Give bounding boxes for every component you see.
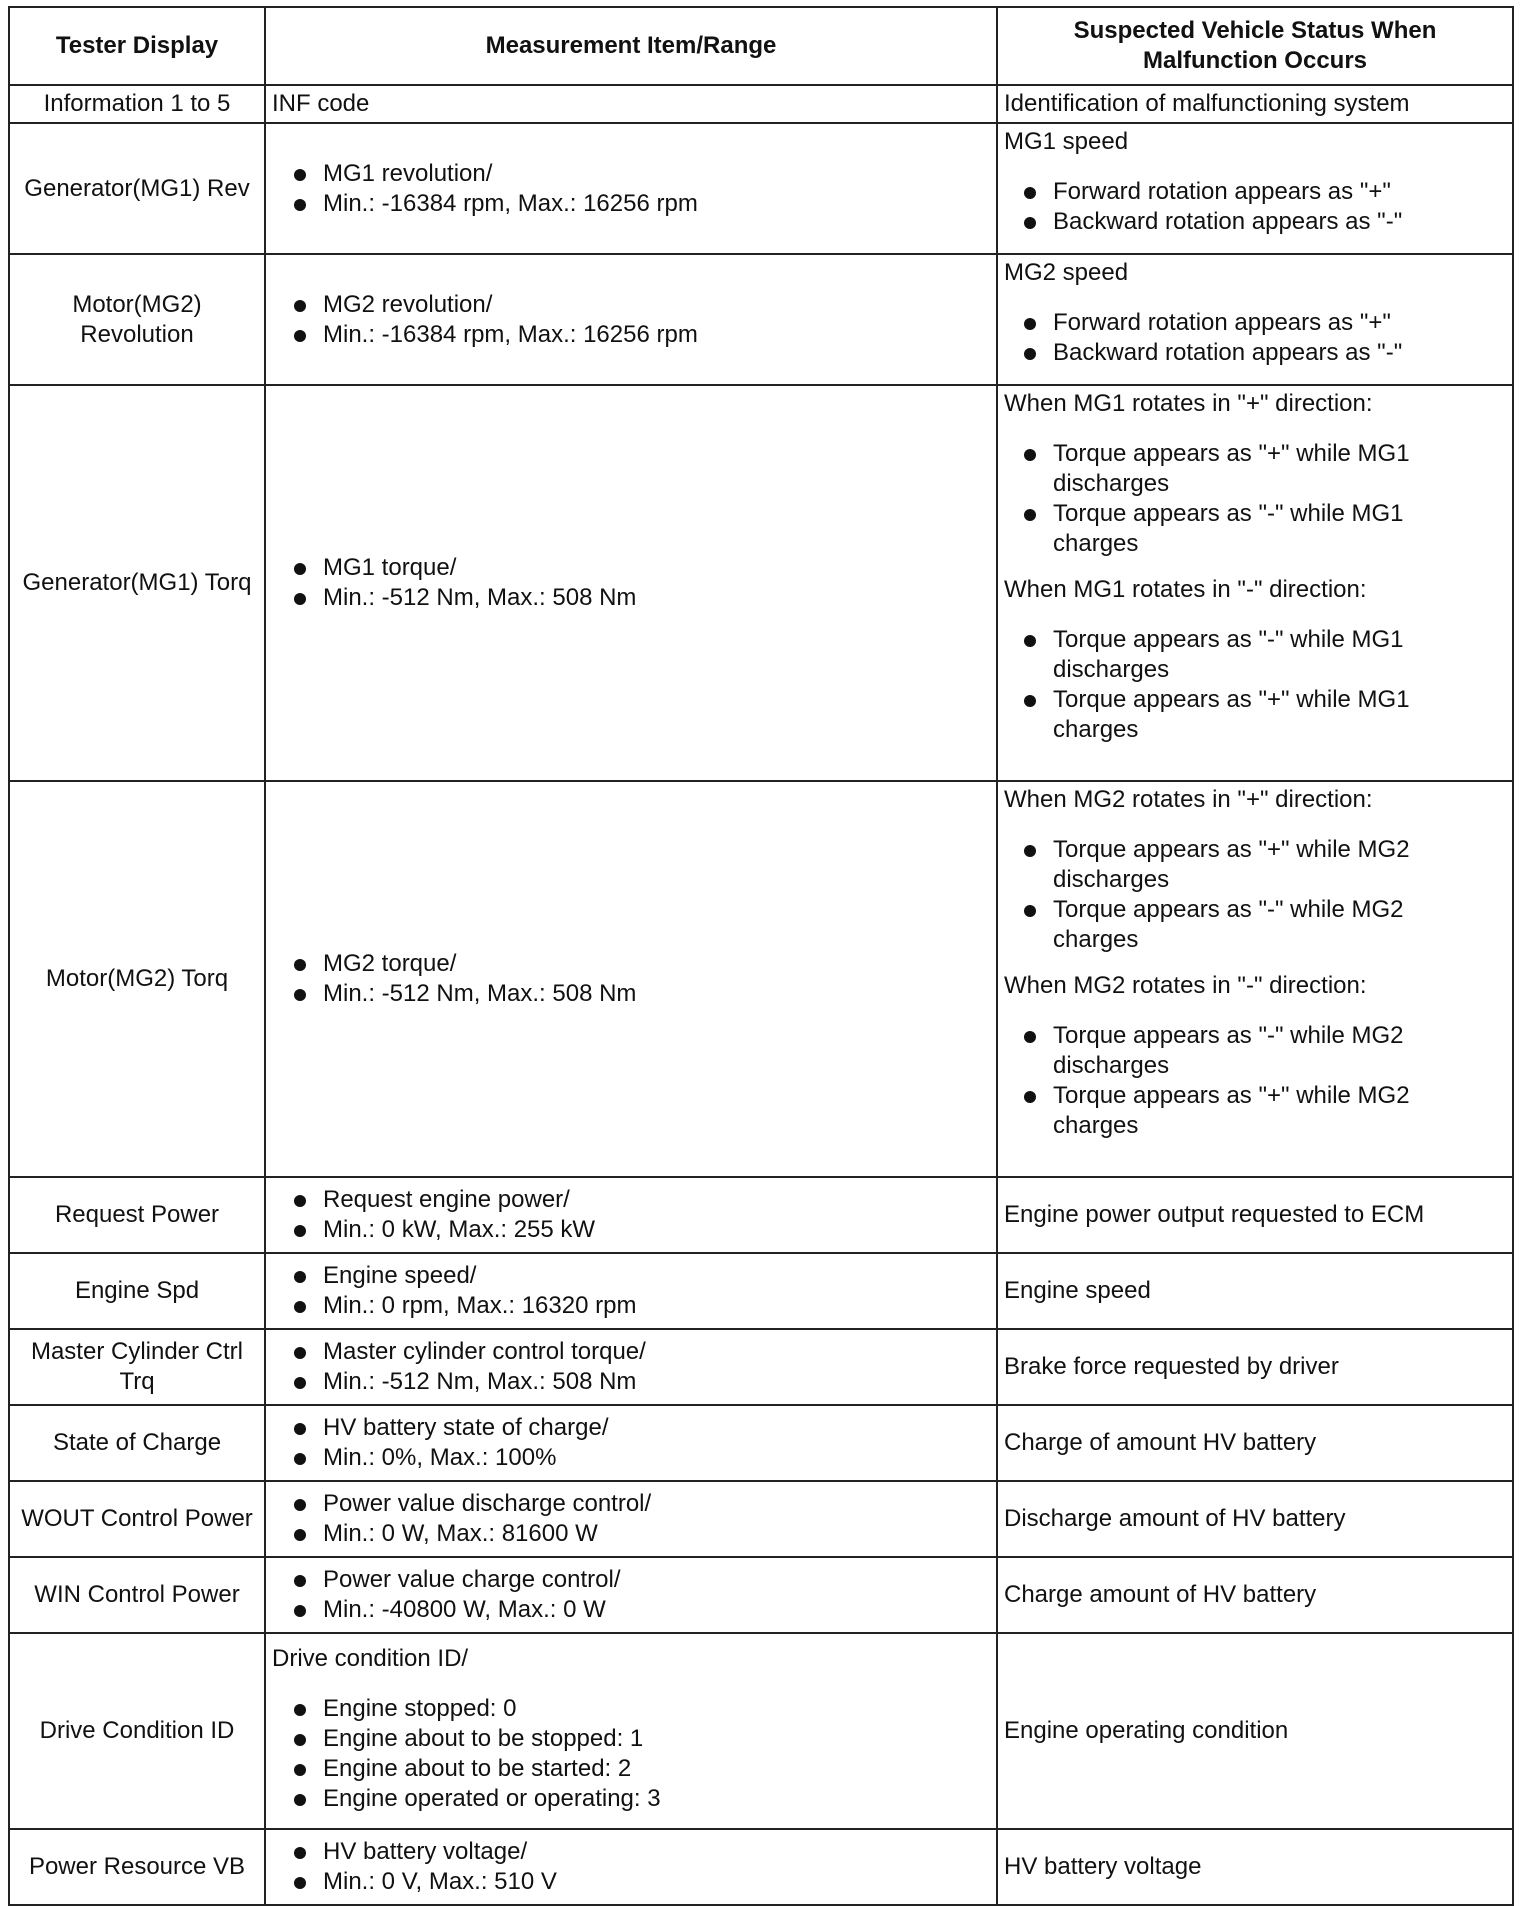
tester-display-cell: WIN Control Power [9, 1557, 265, 1633]
measurement-cell [265, 1177, 997, 1253]
status-cell: Charge amount of HV battery [997, 1557, 1513, 1633]
list-item: Min.: -40800 W, Max.: 0 W [272, 1595, 990, 1625]
tester-display-cell: Motor(MG2) Torq [9, 781, 265, 1177]
tester-display-cell: State of Charge [9, 1405, 265, 1481]
list-item: Torque appears as "-" while MG2 charges [1004, 895, 1506, 955]
status-cell [997, 385, 1513, 781]
table-row [9, 1405, 1513, 1481]
measurement-cell [265, 123, 997, 254]
list-item: Torque appears as "-" while MG1 charges [1004, 499, 1506, 559]
list-item: MG1 revolution/ [272, 159, 990, 189]
table-row [9, 1177, 1513, 1253]
list-item: Engine about to be started: 2 [272, 1754, 990, 1784]
list-item: MG2 torque/ [272, 949, 990, 979]
tester-display-cell: Engine Spd [9, 1253, 265, 1329]
list-item: Min.: -512 Nm, Max.: 508 Nm [272, 583, 990, 613]
table-row [9, 254, 1513, 385]
measurement-cell [265, 1633, 997, 1829]
measurement-cell [265, 254, 997, 385]
list-item: Engine speed/ [272, 1261, 990, 1291]
tester-display-cell: Motor(MG2) Revolution [9, 254, 265, 385]
header-suspected-status: Suspected Vehicle Status When Malfunction Occurs [997, 7, 1513, 85]
list-item: HV battery voltage/ [272, 1837, 990, 1867]
tester-display-cell: Request Power [9, 1177, 265, 1253]
table-row [9, 1633, 1513, 1829]
measurement-cell [265, 1557, 997, 1633]
status-heading: When MG2 rotates in "+" direction: [1004, 786, 1373, 813]
status-cell: Brake force requested by driver [997, 1329, 1513, 1405]
tester-display-cell: Power Resource VB [9, 1829, 265, 1905]
table-row [9, 1253, 1513, 1329]
table-row [9, 385, 1513, 781]
tester-display-cell: Master Cylinder Ctrl Trq [9, 1329, 265, 1405]
status-cell: Engine operating condition [997, 1633, 1513, 1829]
list-item: Torque appears as "+" while MG2 discharges [1004, 835, 1506, 895]
list-item: MG1 torque/ [272, 553, 990, 583]
list-item: Forward rotation appears as "+" [1004, 308, 1506, 338]
list-item: Forward rotation appears as "+" [1004, 177, 1506, 207]
status-cell [997, 781, 1513, 1177]
list-item: Min.: -512 Nm, Max.: 508 Nm [272, 979, 990, 1009]
tester-display-cell: Generator(MG1) Rev [9, 123, 265, 254]
measurement-cell [265, 1253, 997, 1329]
list-item: Power value charge control/ [272, 1565, 990, 1595]
header-row [9, 7, 1513, 85]
measurement-heading: Drive condition ID/ [272, 1645, 469, 1672]
table-row [9, 1481, 1513, 1557]
list-item: Backward rotation appears as "-" [1004, 338, 1506, 368]
table-row [9, 85, 1513, 123]
tester-display-cell: Information 1 to 5 [9, 85, 265, 123]
status-cell [997, 254, 1513, 385]
list-item: Torque appears as "-" while MG1 discharges [1004, 625, 1506, 685]
measurement-cell: INF code [265, 85, 997, 123]
measurement-cell [265, 385, 997, 781]
status-heading: MG1 speed [1004, 128, 1129, 155]
list-item: MG2 revolution/ [272, 290, 990, 320]
status-heading: When MG1 rotates in "+" direction: [1004, 390, 1373, 417]
list-item: Min.: 0 W, Max.: 81600 W [272, 1519, 990, 1549]
status-cell [997, 123, 1513, 254]
measurement-cell [265, 781, 997, 1177]
status-heading: MG2 speed [1004, 259, 1129, 286]
document-page [8, 6, 1512, 1906]
list-item: Torque appears as "+" while MG1 charges [1004, 685, 1506, 745]
list-item: Master cylinder control torque/ [272, 1337, 990, 1367]
header-tester-display: Tester Display [9, 7, 265, 85]
list-item: Engine operated or operating: 3 [272, 1784, 990, 1814]
list-item: Torque appears as "+" while MG1 discharges [1004, 439, 1506, 499]
status-cell: Identification of malfunctioning system [997, 85, 1513, 123]
status-cell: Charge of amount HV battery [997, 1405, 1513, 1481]
measurement-cell [265, 1329, 997, 1405]
status-cell: HV battery voltage [997, 1829, 1513, 1905]
list-item: Min.: -16384 rpm, Max.: 16256 rpm [272, 189, 990, 219]
list-item: Backward rotation appears as "-" [1004, 207, 1506, 237]
list-item: Min.: -512 Nm, Max.: 508 Nm [272, 1367, 990, 1397]
tester-display-cell: Drive Condition ID [9, 1633, 265, 1829]
table-row [9, 1329, 1513, 1405]
list-item: Torque appears as "-" while MG2 discharges [1004, 1021, 1506, 1081]
list-item: Torque appears as "+" while MG2 charges [1004, 1081, 1506, 1141]
data-list-table [8, 6, 1514, 1906]
list-item: HV battery state of charge/ [272, 1413, 990, 1443]
list-item: Engine about to be stopped: 1 [272, 1724, 990, 1754]
list-item: Min.: 0 rpm, Max.: 16320 rpm [272, 1291, 990, 1321]
list-item: Power value discharge control/ [272, 1489, 990, 1519]
status-cell: Engine power output requested to ECM [997, 1177, 1513, 1253]
table-row [9, 1557, 1513, 1633]
list-item: Min.: 0 kW, Max.: 255 kW [272, 1215, 990, 1245]
tester-display-cell: WOUT Control Power [9, 1481, 265, 1557]
status-heading: When MG2 rotates in "-" direction: [1004, 972, 1367, 999]
list-item: Min.: -16384 rpm, Max.: 16256 rpm [272, 320, 990, 350]
table-row [9, 123, 1513, 254]
list-item: Request engine power/ [272, 1185, 990, 1215]
list-item: Min.: 0 V, Max.: 510 V [272, 1867, 990, 1897]
measurement-cell [265, 1829, 997, 1905]
list-item: Engine stopped: 0 [272, 1694, 990, 1724]
header-measurement-range: Measurement Item/Range [265, 7, 997, 85]
table-row [9, 1829, 1513, 1905]
table-row [9, 781, 1513, 1177]
measurement-cell [265, 1405, 997, 1481]
measurement-cell [265, 1481, 997, 1557]
status-heading: When MG1 rotates in "-" direction: [1004, 576, 1367, 603]
status-cell: Discharge amount of HV battery [997, 1481, 1513, 1557]
status-cell: Engine speed [997, 1253, 1513, 1329]
tester-display-cell: Generator(MG1) Torq [9, 385, 265, 781]
list-item: Min.: 0%, Max.: 100% [272, 1443, 990, 1473]
